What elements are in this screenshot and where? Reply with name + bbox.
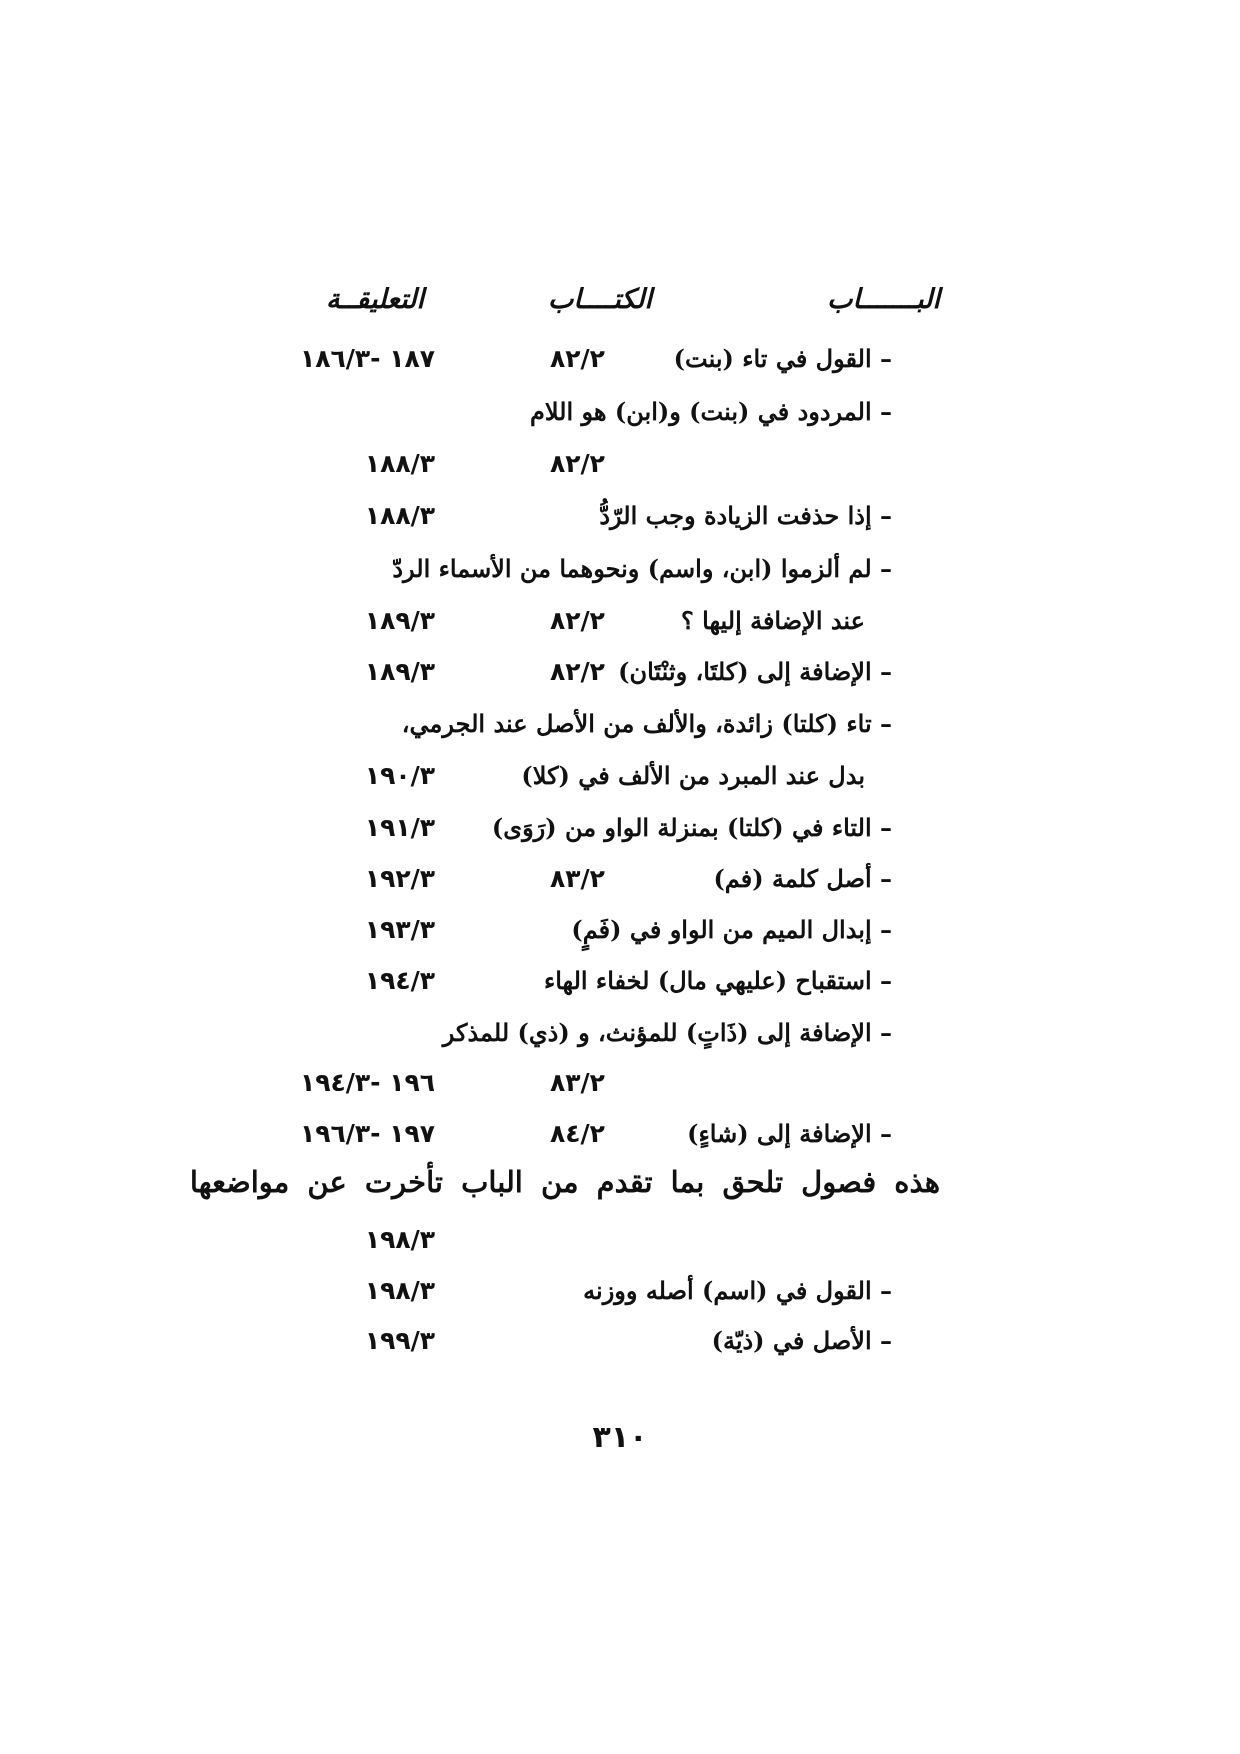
row-taliqa-ref: ١٨٩/٣ — [364, 606, 435, 635]
row-taliqa-ref: ١٩٨/٣ — [364, 1276, 435, 1305]
row-taliqa-ref: ١٩٨/٣ — [364, 1225, 435, 1254]
row-kitab-ref: ٨٣/٢ — [550, 1068, 605, 1097]
row-kitab-ref: ٨٢/٢ — [550, 344, 605, 373]
row-taliqa-ref: ١٨٧ -١٨٦/٣ — [299, 344, 435, 373]
row-taliqa-ref: ١٩٧ -١٩٦/٣ — [299, 1119, 435, 1148]
header-kitab: الكتــــاب — [547, 284, 653, 315]
row-topic: عند الإضافة إليها ؟ — [681, 606, 865, 635]
row-taliqa-ref: ١٩٠/٣ — [364, 761, 435, 790]
section-heading: هذه فصول تلحق بما تقدم من الباب تأخرت عن مواضعها — [189, 1165, 940, 1199]
row-taliqa-ref: ١٩٢/٣ — [364, 864, 435, 893]
index-row — [0, 966, 1240, 1010]
index-row — [0, 1276, 1240, 1320]
index-row — [0, 813, 1240, 857]
index-row — [0, 761, 1240, 805]
index-row — [0, 1225, 1240, 1269]
row-topic: – الإضافة إلى (كلتَا، وثنْتَان) — [618, 657, 892, 686]
index-row — [0, 1018, 1240, 1062]
index-row — [0, 915, 1240, 959]
row-topic: – إبدال الميم من الواو في (فَمٍ) — [571, 915, 892, 944]
index-row — [0, 1326, 1240, 1370]
index-row — [0, 606, 1240, 650]
row-taliqa-ref: ١٨٨/٣ — [364, 501, 435, 530]
index-row — [0, 1068, 1240, 1112]
row-taliqa-ref: ١٩٩/٣ — [364, 1326, 435, 1355]
row-topic: – التاء في (كلتا) بمنزلة الواو من (رَوَى) — [491, 813, 892, 842]
row-kitab-ref: ٨٢/٢ — [550, 606, 605, 635]
row-topic: – إذا حذفت الزيادة وجب الرّدُّ — [599, 501, 892, 530]
row-taliqa-ref: ١٩٤/٣ — [364, 966, 435, 995]
row-kitab-ref: ٨٢/٢ — [550, 449, 605, 478]
row-topic: – الأصل في (ذيّة) — [711, 1326, 892, 1355]
page-number: ٣١٠ — [592, 1420, 648, 1455]
index-row — [0, 554, 1240, 598]
row-taliqa-ref: ١٩٦ -١٩٤/٣ — [299, 1068, 435, 1097]
row-topic: – تاء (كلتا) زائدة، والألف من الأصل عند الجرمي، — [401, 709, 892, 738]
index-row — [0, 501, 1240, 545]
row-topic: – القول في (اسم) أصله ووزنه — [583, 1276, 892, 1305]
row-kitab-ref: ٨٢/٢ — [550, 657, 605, 686]
row-taliqa-ref: ١٨٩/٣ — [364, 657, 435, 686]
row-topic: – القول في تاء (بنت) — [673, 344, 892, 373]
row-taliqa-ref: ١٨٨/٣ — [364, 449, 435, 478]
row-topic: – أصل كلمة (فم) — [713, 864, 892, 893]
index-row — [0, 344, 1240, 388]
row-kitab-ref: ٨٣/٢ — [550, 864, 605, 893]
row-topic: – استقباح (عليهي مال) لخفاء الهاء — [543, 966, 892, 995]
row-topic: – الإضافة إلى (ذَاتٍ) للمؤنث، و (ذي) للمذكر — [442, 1018, 892, 1047]
index-row — [0, 657, 1240, 701]
header-taliqa: التعليقــة — [326, 284, 424, 315]
row-taliqa-ref: ١٩٣/٣ — [364, 915, 435, 944]
row-taliqa-ref: ١٩١/٣ — [364, 813, 435, 842]
row-topic: – لم ألزموا (ابن، واسم) ونحوهما من الأسماء الردّ — [392, 554, 892, 583]
row-topic: – المردود في (بنت) و(ابن) هو اللام — [529, 397, 892, 426]
row-topic: – الإضافة إلى (شاءٍ) — [687, 1119, 892, 1148]
row-topic: بدل عند المبرد من الألف في (كلا) — [521, 761, 865, 790]
index-row — [0, 397, 1240, 441]
row-kitab-ref: ٨٤/٢ — [550, 1119, 605, 1148]
index-row — [0, 864, 1240, 908]
index-row — [0, 709, 1240, 753]
header-bab: البـــــــاب — [827, 284, 940, 315]
index-row — [0, 449, 1240, 493]
index-row — [0, 1119, 1240, 1163]
